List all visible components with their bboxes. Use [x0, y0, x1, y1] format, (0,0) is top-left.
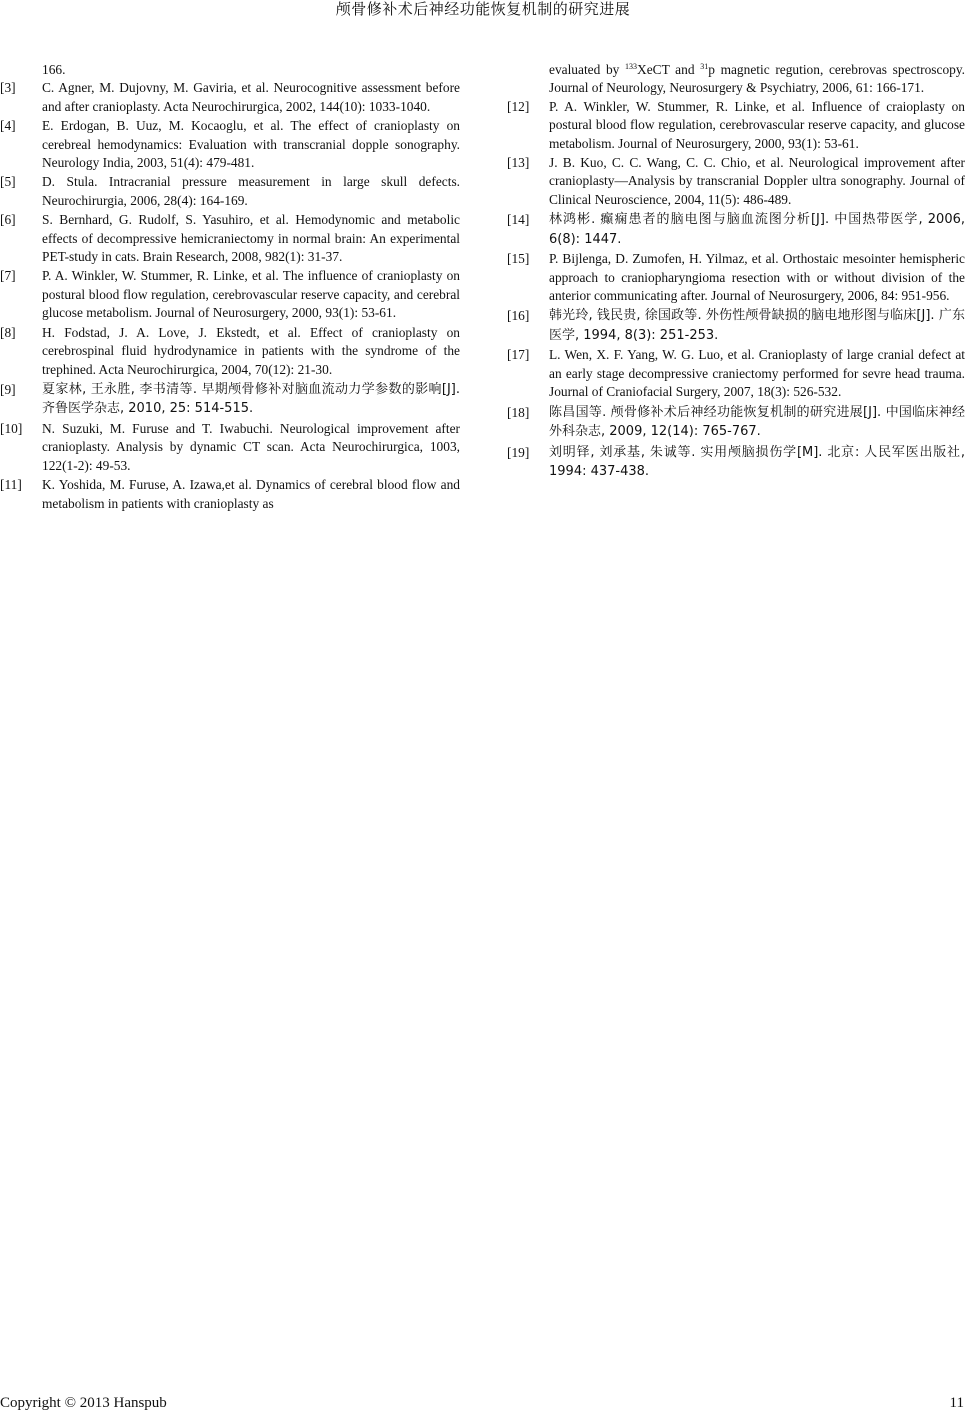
reference-number: [19]	[507, 444, 530, 460]
reference-item	[0, 420, 460, 475]
reference-item	[0, 380, 460, 419]
reference-item	[0, 267, 460, 322]
reference-text: 韩光玲, 钱民贵, 徐国政等. 外伤性颅骨缺损的脑电地形图与临床[J]. 广东医学, 1994, 8(3): 251-253.	[549, 308, 965, 343]
reference-item	[0, 173, 460, 210]
reference-number: [17]	[507, 347, 530, 363]
reference-text: S. Bernhard, G. Rudolf, S. Yasuhiro, et al. Hemodynomic and metabolic effects of decompressive hemicraniectomy in normal brain: An experimental PET-study in cats. Brain Research, 2008, 982(1): 31-37.	[42, 212, 460, 265]
reference-item	[0, 211, 460, 266]
reference-number: [18]	[507, 404, 530, 420]
continuation-text-3: p magnetic regution, cerebrovas spectroscopy. Journal of Neurology, Neurosurgery & Psychiatry, 2006, 61: 166-171.	[549, 62, 966, 96]
page-number: 11	[949, 1395, 964, 1411]
reference-item	[0, 117, 460, 172]
superscript-31: 31	[700, 62, 709, 71]
reference-item	[0, 324, 460, 379]
reference-text: 林鸿彬. 癫痫患者的脑电图与脑血流图分析[J]. 中国热带医学, 2006, 6(8): 1447.	[549, 212, 965, 247]
reference-text: P. A. Winkler, W. Stummer, R. Linke, et al. Influence of craioplasty on postural blood flow regulation, cerebrovascular reserve capacity, and glucose metabolism. Journal of Neurosurgery, 2000, 93(1): 53-61.	[549, 98, 965, 151]
right-column	[507, 61, 965, 483]
continuation-text-2: XeCT and	[637, 62, 701, 77]
copyright-footer: Copyright © 2013 Hanspub	[0, 1395, 167, 1411]
reference-number: [11]	[0, 477, 22, 493]
reference-text: P. A. Winkler, W. Stummer, R. Linke, et al. The influence of cranioplasty on postural blood flow regulation, cerebrovascular reserve capacity, and cerebral glucose metabolism. Journal of Neurosurgery, 2000, 93(1): 53-61.	[42, 268, 460, 321]
reference-list-left	[0, 79, 460, 513]
reference-text: H. Fodstad, J. A. Love, J. Ekstedt, et al. Effect of cranioplasty on cerebrospinal fluid hydrodynamice in patients with the syndrome of the trephined. Acta Neurochirurgica, 2004, 70(12): 21-30.	[42, 324, 460, 377]
reference-text: J. B. Kuo, C. C. Wang, C. C. Chio, et al. Neurological improvement after cranioplasty—Analysis by transcranial Doppler ultra sonography. Journal of Clinical Neuroscience, 2004, 11(5): 486-489.	[549, 155, 965, 207]
reference-number: [5]	[0, 174, 16, 190]
reference-number: [12]	[507, 98, 530, 114]
reference-text: K. Yoshida, M. Furuse, A. Izawa,et al. Dynamics of cerebral blood flow and metabolism in patients with cranioplasty as	[42, 477, 460, 511]
reference-number: [13]	[507, 155, 530, 171]
reference-number: [16]	[507, 308, 530, 324]
reference-text: N. Suzuki, M. Furuse and T. Iwabuchi. Neurological improvement after cranioplasty. Analysis by dynamic CT scan. Acta Neurochirurgica, 1003, 122(1-2): 49-53.	[42, 420, 460, 473]
reference-continuation: 166.	[42, 62, 66, 77]
reference-number: [8]	[0, 324, 16, 340]
reference-number: [15]	[507, 251, 530, 267]
reference-list-right	[507, 98, 965, 482]
reference-item	[507, 154, 965, 209]
reference-number: [4]	[0, 118, 16, 134]
reference-item	[507, 443, 965, 482]
reference-number: [7]	[0, 268, 16, 284]
reference-text: 陈昌国等. 颅骨修补术后神经功能恢复机制的研究进展[J]. 中国临床神经外科杂志, 2009, 12(14): 765-767.	[549, 404, 965, 440]
reference-item	[507, 306, 965, 345]
running-header: 颅骨修补术后神经功能恢复机制的研究进展	[335, 2, 631, 18]
left-column	[0, 61, 460, 514]
reference-number: [14]	[507, 212, 530, 228]
reference-item	[0, 476, 460, 513]
reference-text: E. Erdogan, B. Uuz, M. Kocaoglu, et al. The effect of cranioplasty on cerebreal hemodynamics: Evaluation with transcranial dopple sonography. Neurology India, 2003, 51(4): 479-481.	[42, 118, 460, 171]
reference-number: [3]	[0, 80, 16, 96]
reference-item	[507, 98, 965, 153]
continuation-text-1: evaluated by	[549, 62, 626, 77]
reference-text: C. Agner, M. Dujovny, M. Gaviria, et al. Neurocognitive assessment before and after cranioplasty. Acta Neurochirurgica, 2002, 144(10): 1033-1040.	[42, 80, 460, 114]
reference-continuation-right	[507, 61, 965, 98]
reference-number: [6]	[0, 212, 16, 228]
reference-item	[507, 250, 965, 305]
reference-number: [9]	[0, 381, 16, 397]
reference-item	[507, 403, 965, 442]
reference-text: 刘明铎, 刘承基, 朱诚等. 实用颅脑损伤学[M]. 北京: 人民军医出版社, 1994: 437-438.	[549, 444, 965, 480]
reference-item	[0, 79, 460, 116]
reference-item	[507, 346, 965, 401]
reference-text: D. Stula. Intracranial pressure measurement in large skull defects. Neurochirurgia, 2006, 28(4): 164-169.	[42, 174, 460, 208]
reference-text: 夏家林, 王永胜, 李书清等. 早期颅骨修补对脑血流动力学参数的影响[J]. 齐鲁医学杂志, 2010, 25: 514-515.	[42, 381, 460, 417]
reference-text: P. Bijlenga, D. Zumofen, H. Yilmaz, et al. Orthostaic mesointer hemispheric approach to craniopharyngioma resection with or without division of the anterior communicating after. Journal of Neurosurgery, 2006, 84: 951-956.	[549, 251, 965, 304]
reference-number: [10]	[0, 420, 23, 436]
reference-item	[507, 210, 965, 249]
reference-text: L. Wen, X. F. Yang, W. G. Luo, et al. Cranioplasty of large cranial defect at an early stage decompressive craniectomy performed for sevre head trauma. Journal of Craniofacial Surgery, 2007, 18(3): 526-532.	[549, 347, 965, 400]
superscript-133: 133	[625, 62, 638, 71]
